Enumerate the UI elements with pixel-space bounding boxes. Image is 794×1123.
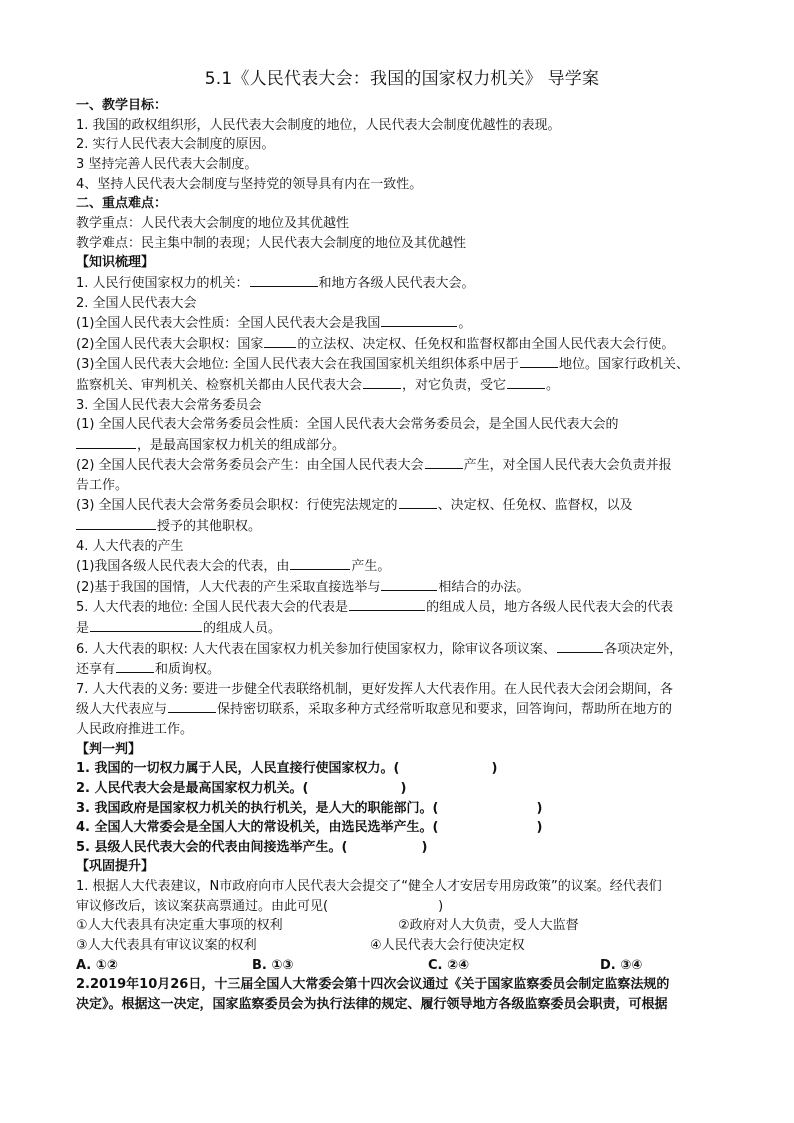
judge-question: 4. 全国人大常委会是全国人大的常设机关，由选民选举产生。( bbox=[76, 820, 439, 836]
k4-text: 相结合的办法。 bbox=[438, 579, 530, 595]
judge-paren: ) bbox=[536, 800, 543, 816]
k7-text: 保持密切联系，采取多种方式经常听取意见和要求，回答询问，帮助所在地方的 bbox=[217, 702, 673, 718]
choice-b[interactable]: B. ①③ bbox=[252, 957, 294, 973]
judge-question: 5. 县级人民代表大会的代表由间接选举产生。( bbox=[76, 839, 348, 855]
goal-item: 4、坚持人民代表大会制度与坚持党的领导具有内在一致性。 bbox=[76, 176, 423, 192]
k2-line bbox=[76, 334, 726, 355]
fill-blank[interactable] bbox=[363, 375, 401, 389]
goal-item: 2. 实行人民代表大会制度的原因。 bbox=[76, 137, 275, 153]
k2-line bbox=[76, 354, 726, 375]
key-heading: 二、重点难点： bbox=[76, 196, 168, 212]
judge-paren: ) bbox=[536, 820, 543, 836]
judge-item bbox=[76, 759, 726, 779]
goal-item: 3 坚持完善人民代表大会制度。 bbox=[76, 156, 258, 172]
goals-heading: 一、教学目标： bbox=[76, 98, 168, 113]
k7-line: 人民政府推进工作。 bbox=[76, 722, 194, 738]
judge-paren: ) bbox=[400, 781, 407, 796]
judge-paren: ) bbox=[421, 839, 428, 855]
k6-text: 还享有 bbox=[76, 662, 116, 678]
k2-text: 。 bbox=[458, 316, 472, 332]
fill-blank[interactable] bbox=[116, 659, 154, 673]
k3-line: (1) 全国人民代表大会常务委员会性质：全国人民代表大会常务委员会，是全国人民代表大会的 bbox=[76, 417, 619, 433]
k4-text: 产生。 bbox=[351, 559, 391, 575]
k5-text: 的组成人员，地方各级人民代表大会的代表 bbox=[426, 600, 674, 616]
k5-line bbox=[76, 597, 726, 618]
k5-text: 5. 人大代表的地位: 全国人民代表大会的代表是 bbox=[76, 600, 349, 616]
k3-text: (3) 全国人民代表大会常务委员会职权：行使宪法规定的 bbox=[76, 498, 398, 514]
fill-blank[interactable] bbox=[507, 375, 545, 389]
k5-text: 的组成人员。 bbox=[203, 621, 282, 637]
q1-choices-row bbox=[76, 956, 726, 976]
judge-question: 3. 我国政府是国家权力机关的执行机关，是人大的职能部门。( bbox=[76, 800, 439, 816]
k2-text: 。 bbox=[546, 377, 560, 393]
fill-blank[interactable] bbox=[349, 597, 425, 611]
q1-text: ) bbox=[438, 898, 444, 914]
q1-statements-row bbox=[76, 936, 726, 956]
q1-statement: ④人民代表大会行使决定权 bbox=[370, 937, 525, 953]
judge-paren: ) bbox=[491, 761, 498, 777]
k2-text: 的立法权、决定权、任免权和监督权都由全国人民代表大会行使。 bbox=[297, 336, 675, 352]
choice-a[interactable]: A. ①② bbox=[76, 957, 118, 973]
k1-text: 1. 人民行使国家权力的机关： bbox=[76, 275, 249, 291]
k6-line bbox=[76, 639, 726, 660]
k4-text: (1)我国各级人民代表大会的代表，由 bbox=[76, 559, 290, 575]
k3-text: ，是最高国家权力机关的组成部分。 bbox=[137, 437, 346, 453]
fill-blank[interactable] bbox=[557, 639, 603, 653]
k5-text: 是 bbox=[76, 621, 90, 637]
fill-blank[interactable] bbox=[76, 435, 136, 449]
k1-line bbox=[76, 273, 726, 294]
k7-line: 7. 人大代表的义务: 要进一步健全代表联络机制，更好发挥人大代表作用。在人民代表大会闭会期间，各 bbox=[76, 681, 674, 697]
goal-item: 1. 我国的政权组织形，人民代表大会制度的地位，人民代表大会制度优越性的表现。 bbox=[76, 117, 561, 133]
judge-item bbox=[76, 818, 726, 838]
k3-text: 授予的其他职权。 bbox=[157, 519, 262, 535]
fill-blank[interactable] bbox=[290, 556, 350, 570]
k3-text: (2) 全国人民代表大会常务委员会产生：由全国人民代表大会 bbox=[76, 458, 424, 474]
k6-text: 和质询权。 bbox=[155, 662, 221, 678]
k5-line bbox=[76, 618, 726, 639]
k3-line bbox=[76, 516, 726, 537]
q1-statement: ③人大代表具有审议议案的权利 bbox=[76, 937, 257, 953]
fill-blank[interactable] bbox=[381, 313, 457, 327]
fill-blank[interactable] bbox=[168, 699, 216, 713]
fill-blank[interactable] bbox=[250, 273, 318, 287]
k4-line bbox=[76, 577, 726, 598]
judge-question: 2. 人民代表大会是最高国家权力机关。( bbox=[76, 781, 309, 796]
k3-line bbox=[76, 495, 726, 516]
k2-line bbox=[76, 375, 726, 396]
k7-text: 级人大代表应与 bbox=[76, 702, 168, 718]
fill-blank[interactable] bbox=[264, 334, 296, 348]
difficulty-point: 教学难点：民主集中制的表现；人民代表大会制度的地位及其优越性 bbox=[76, 235, 467, 251]
judge-item bbox=[76, 838, 726, 858]
k4-text: (2)基于我国的国情，人大代表的产生采取直接选举与 bbox=[76, 579, 381, 595]
k2-text: (3)全国人民代表大会地位: 全国人民代表大会在我国国家机关组织体系中居于 bbox=[76, 357, 519, 373]
k6-text: 6. 人大代表的职权: 人大代表在国家权力机关参加行使国家权力，除审议各项议案、 bbox=[76, 641, 557, 657]
k3-line bbox=[76, 435, 726, 456]
k2-line bbox=[76, 313, 726, 334]
fill-blank[interactable] bbox=[76, 516, 156, 530]
k3-heading: 3. 全国人民代表大会常务委员会 bbox=[76, 397, 262, 413]
document-title: 5.1《人民代表大会：我国的国家权力机关》 导学案 bbox=[204, 69, 600, 89]
k3-text: 、决定权、任免权、监督权，以及 bbox=[437, 498, 633, 514]
choice-c[interactable]: C. ②④ bbox=[428, 957, 470, 973]
judge-item bbox=[76, 799, 726, 819]
k2-heading: 2. 全国人民代表大会 bbox=[76, 295, 197, 311]
choice-d[interactable]: D. ③④ bbox=[600, 957, 643, 973]
q1-statements-row bbox=[76, 916, 726, 936]
k3-line: 告工作。 bbox=[76, 477, 129, 493]
k2-text: 地位。国家行政机关、 bbox=[558, 357, 689, 373]
q1-statement: ②政府对人大负责，受人大监督 bbox=[398, 918, 579, 934]
fill-blank[interactable] bbox=[399, 495, 437, 509]
k2-text: 监察机关、审判机关、检察机关都由人民代表大会 bbox=[76, 377, 363, 393]
k2-text: (2)全国人民代表大会职权：国家 bbox=[76, 336, 264, 352]
k4-line bbox=[76, 556, 726, 577]
judge-item bbox=[76, 779, 726, 799]
k6-line bbox=[76, 659, 726, 680]
q1-statement: ①人大代表具有决定重大事项的权利 bbox=[76, 918, 283, 934]
document-page bbox=[76, 62, 726, 1014]
knowledge-heading: 【知识梳理】 bbox=[76, 255, 155, 271]
q1-line bbox=[76, 897, 726, 917]
consolidate-heading: 【巩固提升】 bbox=[76, 859, 155, 875]
fill-blank[interactable] bbox=[520, 354, 558, 368]
k3-text: 产生，对全国人民代表大会负责并报 bbox=[463, 458, 672, 474]
fill-blank[interactable] bbox=[381, 577, 437, 591]
judge-question: 1. 我国的一切权力属于人民，人民直接行使国家权力。( bbox=[76, 761, 400, 777]
q1-text: 审议修改后，该议案获高票通过。由此可见( bbox=[76, 898, 329, 914]
k6-text: 各项决定外， bbox=[604, 641, 683, 657]
k2-text: (1)全国人民代表大会性质：全国人民代表大会是我国 bbox=[76, 316, 381, 332]
q1-line: 1. 根据人大代表建议，N市政府向市人民代表大会提交了“健全人才安居专用房政策”的议案。经代表们 bbox=[76, 879, 662, 895]
k3-line bbox=[76, 455, 726, 476]
q2-line: 决定》。根据这一决定，国家监察委员会为执行法律的规定、履行领导地方各级监察委员会职责，可根据 bbox=[76, 996, 668, 1012]
k7-line bbox=[76, 699, 726, 720]
key-point: 教学重点：人民代表大会制度的地位及其优越性 bbox=[76, 215, 350, 231]
judge-heading: 【判一判】 bbox=[76, 741, 142, 757]
fill-blank[interactable] bbox=[90, 618, 202, 632]
k4-heading: 4. 人大代表的产生 bbox=[76, 538, 184, 554]
k2-text: ，对它负责，受它 bbox=[402, 377, 507, 393]
k1-text: 和地方各级人民代表大会。 bbox=[318, 275, 475, 291]
fill-blank[interactable] bbox=[425, 455, 463, 469]
q2-line: 2.2019年10月26日，十三届全国人大常委会第十四次会议通过《关于国家监察委员会制定监察法规的 bbox=[76, 977, 670, 993]
